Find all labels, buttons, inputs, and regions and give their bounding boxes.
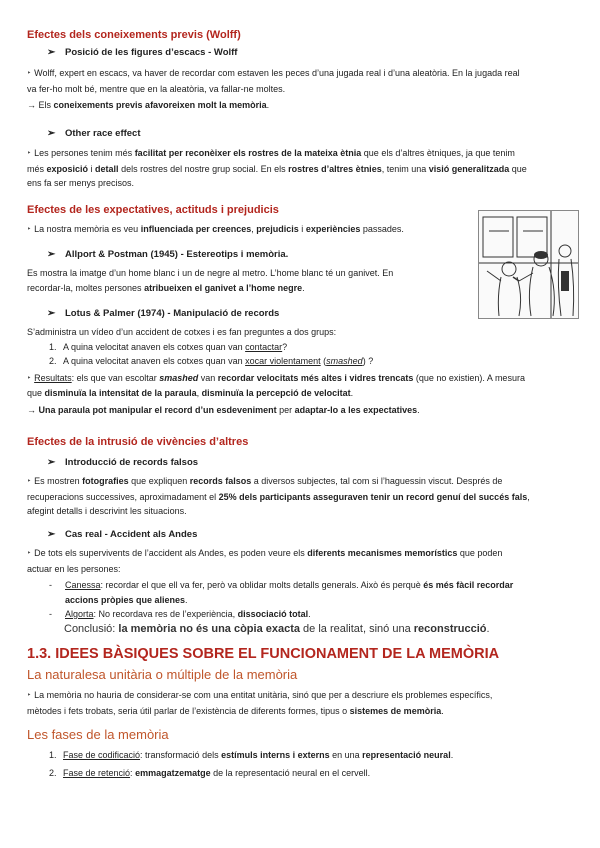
paragraph-allport: Es mostra la imatge d’un home blanc i un de negre al metro. L’home blanc té un ganivet. En recordar-la, moltes persones atribueixen el ganivet a l’home negre.: [27, 268, 394, 293]
arrow-bullet-icon: ➢: [47, 457, 56, 468]
bullet-icon: ‣: [27, 150, 32, 157]
paragraph-andes: ‣ De tots els supervivents de l’accident als Andes, es poden veure els diferents mecanismes memorístics que poden actuar en les persones: - Canessa: recordar el que ell va fer, però va oblidar molts detalls generals. Això és perquè és més fàcil recordar accions pròpies que alienes. - Algorta: No recordava res de l’experiència, dissociació total.: [27, 546, 587, 622]
paragraph-wolff: ‣ Wolff, expert en escacs, va haver de recordar com estaven les peces d’una jugada real i d’una aleatòria. En la jugada real va fer-ho molt bé, mentre que en la aleatòria, va fallar-ne moltes. → Els coneixements previs afavoreixen molt la memòria.: [27, 68, 520, 110]
list-item: - Algorta: No recordava res de l’experiència, dissociació total.: [49, 609, 311, 619]
subheading-chess: ➢ Posició de les figures d’escacs - Wolff: [47, 47, 238, 58]
list-item: - Canessa: recordar el que ell va fer, però va oblidar molts detalls generals. Això és perquè és més fàcil recordar accions pròpies que alienes.: [49, 580, 514, 605]
subheading-allport: ➢ Allport & Postman (1945) - Estereotips i memòria.: [47, 249, 289, 260]
bullet-icon: ‣: [27, 692, 32, 699]
bullet-icon: ‣: [27, 70, 32, 77]
paragraph-expectations: ‣ La nostra memòria es veu influenciada per creences, prejudicis i experiències passades.: [27, 224, 404, 234]
section-title-1-3: 1.3. IDEES BÀSIQUES SOBRE EL FUNCIONAMENT DE LA MEMÒRIA: [27, 646, 500, 662]
paragraph-other-race: ‣ Les persones tenim més facilitat per reconèixer els rostres de la mateixa ètnia que els d’altres ètniques, ja que tenim més exposició i detall dels rostres del nostre grup social. En els rostres d’altres ètnies, tenim una visió generalitzada que ens fa ser menys precisos.: [27, 148, 527, 188]
section-title-intrusion: Efectes de la intrusió de vivències d’altres: [27, 436, 249, 448]
subway-sketch-icon: [479, 211, 578, 318]
bullet-icon: ‣: [27, 226, 32, 233]
subway-illustration: [478, 210, 579, 319]
subheading-andes: ➢ Cas real - Accident als Andes: [47, 529, 198, 540]
bullet-icon: ‣: [27, 478, 32, 485]
paragraph-loftus: S’administra un vídeo d’un accident de cotxes i es fan preguntes a dos grups: 1. A quina velocitat anaven els cotxes quan van contactar? 2. A quina velocitat anaven els cotxes quan van xocar violentament (smashed) ? ‣ Resultats: els que van escoltar smashed van recordar velocitats més altes i vidres trencats (que no existien). A mesura que disminuïa la intensitat de la paraula, disminuïa la percepció de velocitat. → Una paraula pot manipular el record d’un esdeveniment per adaptar-lo a les expectatives.: [27, 325, 587, 417]
subheading-false-memories: ➢ Introducció de records falsos: [47, 457, 199, 468]
subheading-loftus: ➢ Lotus & Palmer (1974) - Manipulació de records: [47, 308, 280, 319]
list-memory-phases: [27, 748, 587, 780]
arrow-bullet-icon: ➢: [47, 249, 56, 260]
list-item: 1. A quina velocitat anaven els cotxes quan van contactar?: [49, 341, 288, 352]
heading-unitary-multiple: La naturalesa unitària o múltiple de la memòria: [27, 667, 298, 682]
heading-memory-phases: Les fases de la memòria: [27, 727, 169, 742]
list-item: 1. Fase de codificació: transformació dels estímuls interns i externs en una representació neural.: [49, 750, 454, 760]
arrow-bullet-icon: ➢: [47, 128, 56, 139]
paragraph-false-memories: ‣ Es mostren fotografies que expliquen records falsos a diversos subjectes, tal com si l’haguessin viscut. Després de recuperacions successives, aproximadament el 25% dels participants asseguraven tenir un record genuí del succés fals, afegint detalls i descrivint les situacions.: [27, 476, 530, 516]
paragraph-memory-systems: ‣ La memòria no hauria de considerar-se com una entitat unitària, sinó que per a descriure els problemes específics, mètodes i fets trobats, seria útil parlar de l’existència de diferents formes, tipus o sistemes de memòria.: [27, 690, 493, 716]
section-title-prior-knowledge: Efectes dels coneixements previs (Wolff): [27, 29, 241, 41]
conclusion-line: Conclusió: la memòria no és una còpia exacta de la realitat, sinó una reconstrucció.: [64, 623, 490, 635]
arrow-bullet-icon: ➢: [47, 47, 56, 58]
subheading-other-race: ➢ Other race effect: [47, 128, 141, 139]
list-item: 2. Fase de retenció: emmagatzematge de la representació neural en el cervell.: [49, 767, 371, 778]
arrow-bullet-icon: ➢: [47, 529, 56, 540]
section-title-expectations: Efectes de les expectatives, actituds i prejudicis: [27, 204, 279, 216]
bullet-icon: ‣: [27, 550, 32, 557]
list-item: 2. A quina velocitat anaven els cotxes quan van xocar violentament (smashed) ?: [49, 356, 374, 366]
arrow-bullet-icon: ➢: [47, 308, 56, 319]
bullet-icon: ‣: [27, 374, 32, 382]
